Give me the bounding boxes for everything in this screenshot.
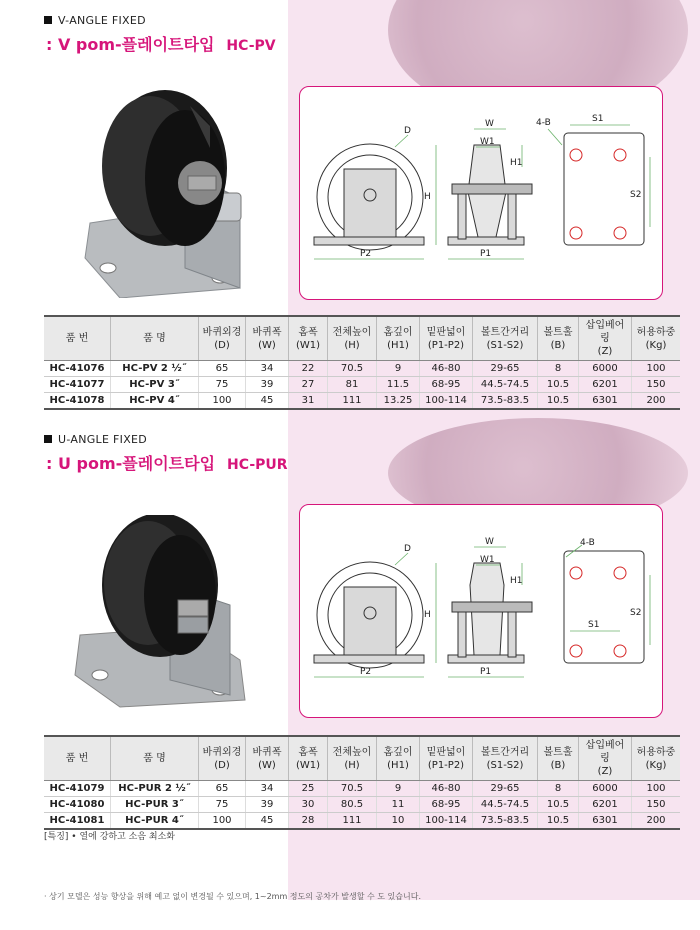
col-header-text: 홈폭 xyxy=(298,746,318,758)
col-header-text: (Kg) xyxy=(645,759,667,771)
cell: 29-65 xyxy=(473,781,538,797)
col-header-text: 볼트간거리 xyxy=(480,746,530,758)
col-header-text: (Z) xyxy=(597,346,613,357)
technical-drawing-panel xyxy=(299,86,663,300)
cell: 45 xyxy=(246,393,289,410)
cell: 6301 xyxy=(579,393,632,410)
col-header-text: 품 명 xyxy=(143,333,166,344)
dim-label-p2: P2 xyxy=(360,249,372,259)
dim-label-d: D xyxy=(404,126,411,136)
table-row xyxy=(44,797,680,813)
col-header-text: (S1-S2) xyxy=(486,339,524,351)
cell-product-name: HC-PUR 2 ½˝ xyxy=(111,781,199,797)
dim-label-p1: P1 xyxy=(480,667,492,677)
cell: 34 xyxy=(246,781,289,797)
cell: 39 xyxy=(246,797,289,813)
dimension-drawing xyxy=(300,87,662,299)
table-row xyxy=(44,781,680,797)
cell: 29-65 xyxy=(473,361,538,377)
cell: 80.5 xyxy=(328,797,377,813)
cell: 81 xyxy=(328,377,377,393)
cell: 11.5 xyxy=(377,377,420,393)
col-header-text: (H1) xyxy=(387,759,409,771)
col-header-text: 전체높이 xyxy=(332,326,372,338)
cell: 73.5-83.5 xyxy=(473,393,538,410)
cell: 11 xyxy=(377,797,420,813)
col-header xyxy=(328,316,377,361)
col-header xyxy=(632,316,681,361)
col-header xyxy=(420,736,473,781)
col-header-text: 홈깊이 xyxy=(383,326,413,338)
col-header-text: (B) xyxy=(550,339,566,351)
col-header-text: (D) xyxy=(214,339,230,351)
cell: 46-80 xyxy=(420,361,473,377)
col-header-text: 볼트간거리 xyxy=(480,326,530,338)
cell: 6301 xyxy=(579,813,632,830)
cell: 6201 xyxy=(579,377,632,393)
dim-label-w1: W1 xyxy=(480,555,495,565)
product-photo xyxy=(80,88,270,298)
col-header xyxy=(538,736,579,781)
cell: 100 xyxy=(199,813,246,830)
spec-table xyxy=(44,735,680,830)
col-header-text: (B) xyxy=(550,759,566,771)
cell: 111 xyxy=(328,813,377,830)
col-header-text: 홈깊이 xyxy=(383,746,413,758)
section-heading-text: U-ANGLE FIXED xyxy=(58,433,148,446)
col-header-text: 홈폭 xyxy=(298,326,318,338)
col-header xyxy=(632,736,681,781)
col-header xyxy=(289,316,328,361)
table-header-row xyxy=(44,736,680,781)
spec-table xyxy=(44,315,680,410)
technical-drawing-panel xyxy=(299,504,663,718)
cell-product-name: HC-PUR 4˝ xyxy=(111,813,199,830)
col-header xyxy=(289,736,328,781)
col-header-text: (P1-P2) xyxy=(427,759,465,771)
col-header xyxy=(199,316,246,361)
cell: 200 xyxy=(632,813,681,830)
col-header-text: 품 명 xyxy=(143,753,166,764)
cell: 13.25 xyxy=(377,393,420,410)
col-header-text: 밑판넓이 xyxy=(426,746,466,758)
col-header-text: (Kg) xyxy=(645,339,667,351)
cell: 6000 xyxy=(579,781,632,797)
cell-product-name: HC-PV 3˝ xyxy=(111,377,199,393)
cell: 6201 xyxy=(579,797,632,813)
section-heading-text: V-ANGLE FIXED xyxy=(58,14,146,27)
col-header xyxy=(44,316,111,361)
dim-label-s2: S2 xyxy=(630,190,642,200)
cell: 34 xyxy=(246,361,289,377)
col-header-text: (S1-S2) xyxy=(486,759,524,771)
col-header-text: (D) xyxy=(214,759,230,771)
cell: 10.5 xyxy=(538,797,579,813)
col-header xyxy=(111,736,199,781)
dim-label-p1: P1 xyxy=(480,249,492,259)
dim-label-s1: S1 xyxy=(592,114,604,124)
table-row xyxy=(44,813,680,830)
col-header-text: 삽입베어링 xyxy=(585,740,625,764)
product-title-text: : U pom-플레이트타입 xyxy=(46,454,216,473)
cell: 8 xyxy=(538,781,579,797)
col-header-text: (W) xyxy=(258,759,276,771)
cell: 10.5 xyxy=(538,393,579,410)
col-header xyxy=(538,316,579,361)
col-header-text: 밑판넓이 xyxy=(426,326,466,338)
cell-part-number: HC-41081 xyxy=(44,813,111,830)
cell: 68-95 xyxy=(420,797,473,813)
col-header-text: (W1) xyxy=(295,339,321,351)
dim-label-s1: S1 xyxy=(588,620,600,630)
col-header xyxy=(377,736,420,781)
table-row xyxy=(44,393,680,410)
product-title xyxy=(46,32,276,55)
cell: 100 xyxy=(632,361,681,377)
col-header xyxy=(246,736,289,781)
cell-part-number: HC-41079 xyxy=(44,781,111,797)
cell-product-name: HC-PV 2 ½˝ xyxy=(111,361,199,377)
col-header xyxy=(44,736,111,781)
cell: 46-80 xyxy=(420,781,473,797)
dim-label-w: W xyxy=(485,537,494,547)
cell: 150 xyxy=(632,377,681,393)
product-title-text: : V pom-플레이트타입 xyxy=(46,35,215,54)
footer-disclaimer: · 상기 모델은 성능 향상을 위해 예고 없이 변경될 수 있으며, 1~2mm 정도의 공차가 발생할 수 도 있습니다. xyxy=(44,892,421,901)
col-header-text: (H) xyxy=(344,339,360,351)
cell: 28 xyxy=(289,813,328,830)
dimension-drawing xyxy=(300,505,662,717)
product-title xyxy=(46,451,288,474)
cell: 45 xyxy=(246,813,289,830)
col-header-text: 품 번 xyxy=(65,333,89,344)
col-header xyxy=(579,316,632,361)
table-row xyxy=(44,361,680,377)
cell: 65 xyxy=(199,781,246,797)
square-bullet-icon xyxy=(44,435,52,443)
cell: 75 xyxy=(199,377,246,393)
col-header-text: 바퀴폭 xyxy=(252,326,282,338)
col-header xyxy=(473,736,538,781)
cell: 65 xyxy=(199,361,246,377)
cell: 100-114 xyxy=(420,813,473,830)
product-code: HC-PUR xyxy=(227,457,288,473)
col-header-text: (H1) xyxy=(387,339,409,351)
cell: 100 xyxy=(632,781,681,797)
col-header xyxy=(199,736,246,781)
cell: 44.5-74.5 xyxy=(473,377,538,393)
col-header-text: (P1-P2) xyxy=(427,339,465,351)
col-header-text: (W1) xyxy=(295,759,321,771)
cell: 150 xyxy=(632,797,681,813)
dim-label-w: W xyxy=(485,119,494,129)
cell: 31 xyxy=(289,393,328,410)
cell: 70.5 xyxy=(328,361,377,377)
col-header-text: 볼트홀 xyxy=(543,326,573,338)
col-header xyxy=(420,316,473,361)
feature-note xyxy=(44,829,175,842)
cell-product-name: HC-PUR 3˝ xyxy=(111,797,199,813)
dim-label-h1: H1 xyxy=(510,576,523,586)
cell: 75 xyxy=(199,797,246,813)
section-heading xyxy=(44,14,146,27)
cell: 25 xyxy=(289,781,328,797)
col-header xyxy=(111,316,199,361)
col-header xyxy=(579,736,632,781)
col-header xyxy=(377,316,420,361)
dim-label-h: H xyxy=(424,610,431,620)
cell: 6000 xyxy=(579,361,632,377)
cell: 68-95 xyxy=(420,377,473,393)
cell: 70.5 xyxy=(328,781,377,797)
cell-part-number: HC-41077 xyxy=(44,377,111,393)
cell: 8 xyxy=(538,361,579,377)
cell: 9 xyxy=(377,361,420,377)
col-header xyxy=(328,736,377,781)
product-code: HC-PV xyxy=(226,38,276,54)
cell: 30 xyxy=(289,797,328,813)
col-header-text: 허용하중 xyxy=(636,326,676,338)
dim-label-b: 4-B xyxy=(580,538,595,548)
dim-label-w1: W1 xyxy=(480,137,495,147)
dim-label-h: H xyxy=(424,192,431,202)
cell: 22 xyxy=(289,361,328,377)
feature-label: [특징] xyxy=(44,832,69,842)
table-header-row xyxy=(44,316,680,361)
col-header-text: (Z) xyxy=(597,766,613,777)
col-header-text: 허용하중 xyxy=(636,746,676,758)
feature-text: • 열에 강하고 소음 최소화 xyxy=(71,832,175,842)
cell: 100-114 xyxy=(420,393,473,410)
col-header-text: (H) xyxy=(344,759,360,771)
cell: 9 xyxy=(377,781,420,797)
cell: 10.5 xyxy=(538,377,579,393)
col-header-text: 바퀴외경 xyxy=(202,326,242,338)
dim-label-p2: P2 xyxy=(360,667,372,677)
col-header xyxy=(246,316,289,361)
dim-label-h1: H1 xyxy=(510,158,523,168)
cell: 39 xyxy=(246,377,289,393)
cell-part-number: HC-41080 xyxy=(44,797,111,813)
cell: 111 xyxy=(328,393,377,410)
cell-part-number: HC-41078 xyxy=(44,393,111,410)
dim-label-b: 4-B xyxy=(536,118,551,128)
product-photo xyxy=(70,515,270,710)
table-row xyxy=(44,377,680,393)
col-header-text: (W) xyxy=(258,339,276,351)
cell: 73.5-83.5 xyxy=(473,813,538,830)
col-header-text: 삽입베어링 xyxy=(585,320,625,344)
cell: 10.5 xyxy=(538,813,579,830)
cell: 200 xyxy=(632,393,681,410)
dim-label-d: D xyxy=(404,544,411,554)
cell-part-number: HC-41076 xyxy=(44,361,111,377)
cell: 100 xyxy=(199,393,246,410)
section-heading xyxy=(44,433,147,446)
dim-label-s2: S2 xyxy=(630,608,642,618)
col-header-text: 바퀴폭 xyxy=(252,746,282,758)
col-header-text: 볼트홀 xyxy=(543,746,573,758)
square-bullet-icon xyxy=(44,16,52,24)
col-header-text: 전체높이 xyxy=(332,746,372,758)
col-header-text: 바퀴외경 xyxy=(202,746,242,758)
cell: 27 xyxy=(289,377,328,393)
cell: 10 xyxy=(377,813,420,830)
cell: 44.5-74.5 xyxy=(473,797,538,813)
col-header-text: 품 번 xyxy=(65,753,89,764)
cell-product-name: HC-PV 4˝ xyxy=(111,393,199,410)
col-header xyxy=(473,316,538,361)
